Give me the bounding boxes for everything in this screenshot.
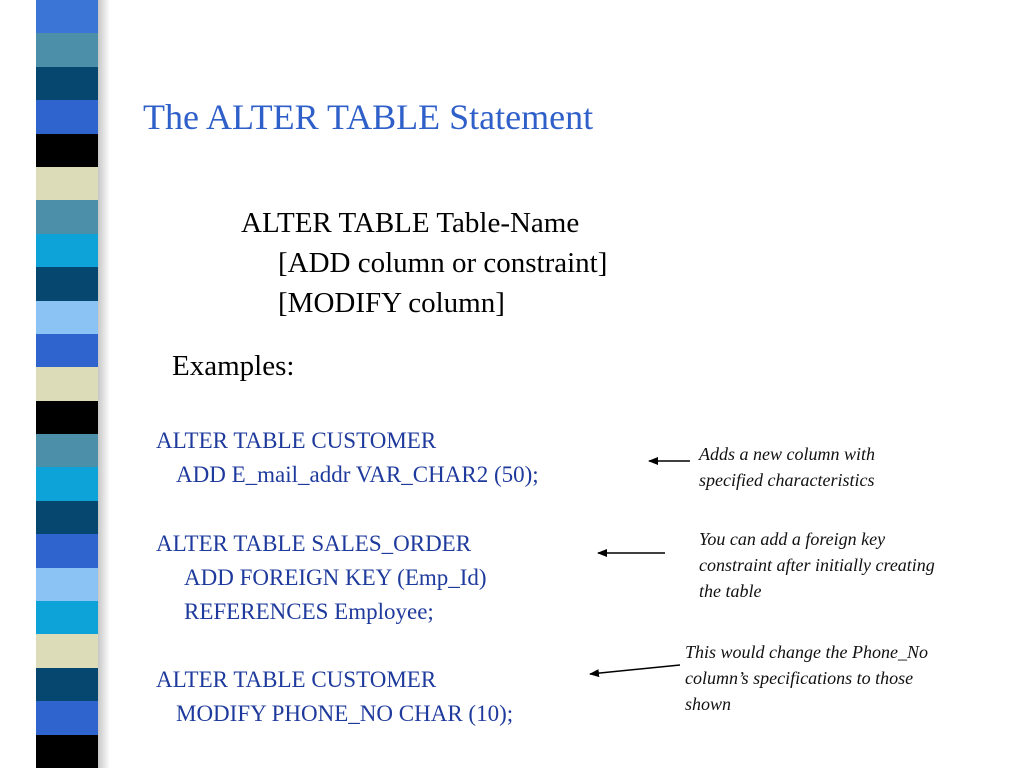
example-3-note-line-1: This would change the Phone_No (685, 642, 928, 662)
example-2-note-line-2: constraint after initially creating (699, 555, 935, 575)
example-2-note-line-3: the table (699, 581, 762, 601)
example-1-code-line-1: ALTER TABLE CUSTOMER (156, 428, 437, 453)
slide-title: The ALTER TABLE Statement (143, 97, 594, 137)
example-2-code-line-2: ADD FOREIGN KEY (Emp_Id) (184, 565, 487, 590)
syntax-line-1: ALTER TABLE Table-Name (241, 207, 580, 239)
example-3-note-line-2: column’s specifications to those (685, 668, 914, 688)
example-1-note-line-1: Adds a new column with (699, 444, 875, 464)
syntax-line-3: [MODIFY column] (278, 287, 505, 319)
example-2-code-line-1: ALTER TABLE SALES_ORDER (156, 531, 472, 556)
example-1-note-line-2: specified characteristics (699, 470, 875, 490)
example-2-code-line-3: REFERENCES Employee; (184, 599, 434, 624)
example-1-code-line-2: ADD E_mail_addr VAR_CHAR2 (50); (176, 462, 539, 487)
example-3-code-line-1: ALTER TABLE CUSTOMER (156, 667, 437, 692)
example-3-note-line-3: shown (685, 694, 732, 714)
example-2-note-line-1: You can add a foreign key (699, 529, 886, 549)
arrow-3 (590, 665, 680, 674)
examples-label: Examples: (172, 350, 295, 382)
example-3-code-line-2: MODIFY PHONE_NO CHAR (10); (176, 701, 514, 726)
syntax-line-2: [ADD column or constraint] (278, 247, 608, 279)
